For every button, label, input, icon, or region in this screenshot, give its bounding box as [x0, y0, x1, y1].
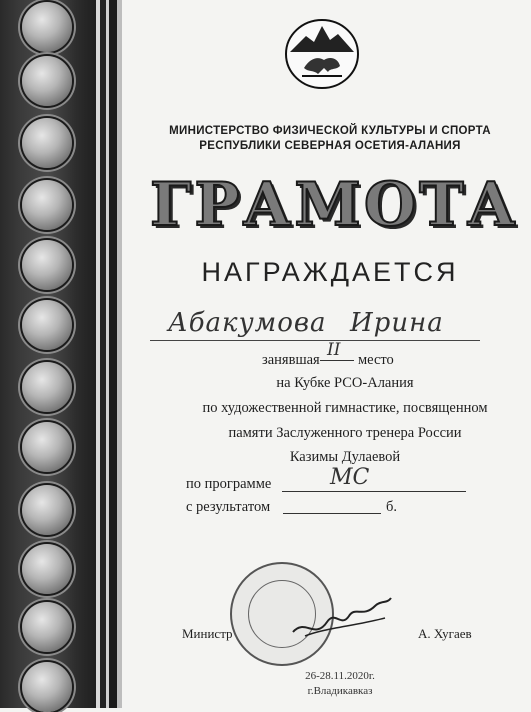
competition-line: на Кубке РСО-Алания — [276, 375, 414, 391]
signatory-name: А. Хугаев — [418, 626, 472, 641]
program-value: МС — [330, 465, 370, 490]
cycling-medal-icon — [22, 485, 72, 535]
basketball-medal-icon — [22, 422, 72, 472]
strip-border — [109, 0, 117, 708]
recipient-given-name: Ирина — [350, 308, 444, 338]
dedication-line: памяти Заслуженного тренера России — [228, 425, 462, 441]
discipline-line: по художественной гимнастике, посвященном — [202, 400, 488, 416]
result-label: с результатом — [186, 499, 271, 515]
gymnastics-medal-icon — [22, 180, 72, 230]
recipient-surname: Абакумова — [168, 308, 327, 338]
result-underline — [283, 513, 381, 514]
program-underline — [282, 491, 466, 492]
signatory-role: Министр — [182, 626, 233, 641]
took-suffix: место — [358, 352, 394, 368]
strip-border — [117, 0, 122, 708]
running-medal-icon — [22, 662, 72, 712]
coat-of-arms-icon — [284, 18, 360, 90]
football-medal-icon — [22, 544, 72, 594]
sumo-medal-icon — [22, 300, 72, 350]
coach-name-line: Казимы Дулаевой — [289, 449, 401, 465]
athletics-medal-icon — [22, 240, 72, 290]
event-dates: 26-28.11.2020г. — [305, 670, 375, 682]
result-unit: б. — [386, 499, 398, 515]
event-city: г.Владикавказ — [307, 685, 373, 697]
wrestling-medal-icon — [22, 56, 72, 106]
signature-icon — [285, 588, 395, 643]
ministry-line-1: МИНИСТЕРСТВО ФИЗИЧЕСКОЙ КУЛЬТУРЫ И СПОРТА — [169, 125, 491, 137]
place-underline — [320, 360, 354, 361]
judo-medal-icon — [22, 118, 72, 168]
weightlifting-medal-icon — [22, 2, 72, 52]
boxing-medal-icon — [22, 362, 72, 412]
awarded-heading: НАГРАЖДАЕТСЯ — [201, 257, 459, 287]
recipient-underline — [150, 340, 480, 341]
discus-medal-icon — [22, 602, 72, 652]
ministry-line-2: РЕСПУБЛИКИ СЕВЕРНАЯ ОСЕТИЯ-АЛАНИЯ — [199, 140, 461, 152]
took-prefix: занявшая — [262, 352, 320, 368]
program-label: по программе — [186, 476, 272, 492]
certificate-title: ГРАМОТА — [150, 170, 519, 240]
decorative-side-strip — [0, 0, 96, 708]
place-value: II — [327, 340, 341, 360]
